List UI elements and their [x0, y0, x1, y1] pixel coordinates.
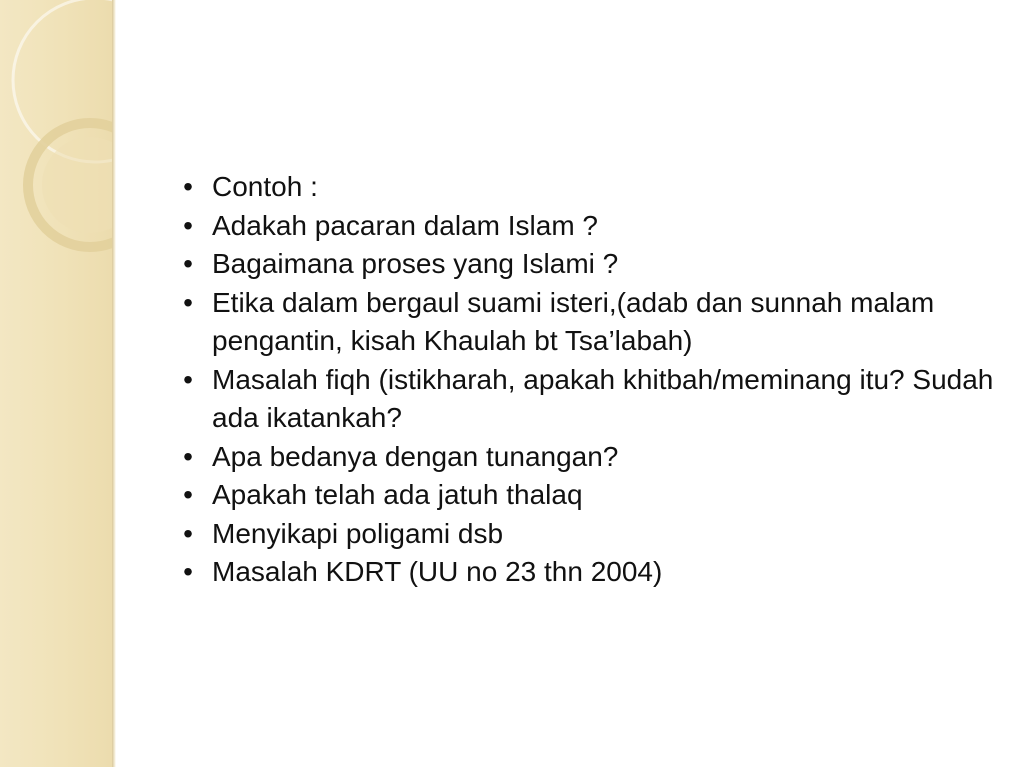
- bullet-item: [170, 438, 1000, 477]
- bullet-text: Adakah pacaran dalam Islam ?: [212, 209, 598, 241]
- bullet-dot-icon: •: [183, 363, 193, 395]
- bullet-dot-icon: •: [183, 440, 193, 472]
- bullet-text: Bagaimana proses yang Islami ?: [212, 248, 619, 279]
- bullet-item: [170, 168, 1000, 207]
- decorative-band-edge: [112, 0, 116, 767]
- slide-content: [170, 168, 1000, 592]
- bullet-text: Etika dalam bergaul suami isteri,(adab dan sunnah malam pengantin, kisah Khaulah bt Tsa’labah): [212, 286, 935, 356]
- bullet-text: Menyikapi poligami dsb: [212, 517, 504, 549]
- bullet-dot-icon: •: [183, 517, 193, 549]
- bullet-text: Apakah telah ada jatuh thalaq: [212, 479, 583, 510]
- bullet-dot-icon: •: [183, 209, 193, 241]
- decorative-circles: [0, 0, 112, 767]
- decorative-side-band: [0, 0, 112, 767]
- bullet-dot-icon: •: [183, 171, 193, 202]
- bullet-list: [170, 168, 1000, 592]
- bullet-text: Contoh :: [212, 171, 318, 202]
- bullet-item: [170, 361, 1000, 438]
- bullet-text: Masalah KDRT (UU no 23 thn 2004): [212, 556, 663, 587]
- bullet-item: [170, 284, 1000, 361]
- bullet-dot-icon: •: [183, 248, 193, 279]
- bullet-item: [170, 476, 1000, 515]
- bullet-dot-icon: •: [183, 556, 193, 587]
- bullet-text: Apa bedanya dengan tunangan?: [212, 440, 619, 472]
- bullet-text: Masalah fiqh (istikharah, apakah khitbah/meminang itu? Sudah ada ikatankah?: [212, 363, 994, 433]
- bullet-item: [170, 515, 1000, 554]
- bullet-item: [170, 245, 1000, 284]
- bullet-item: [170, 207, 1000, 246]
- bullet-dot-icon: •: [183, 479, 193, 510]
- bullet-dot-icon: •: [183, 286, 193, 318]
- bullet-item: [170, 553, 1000, 592]
